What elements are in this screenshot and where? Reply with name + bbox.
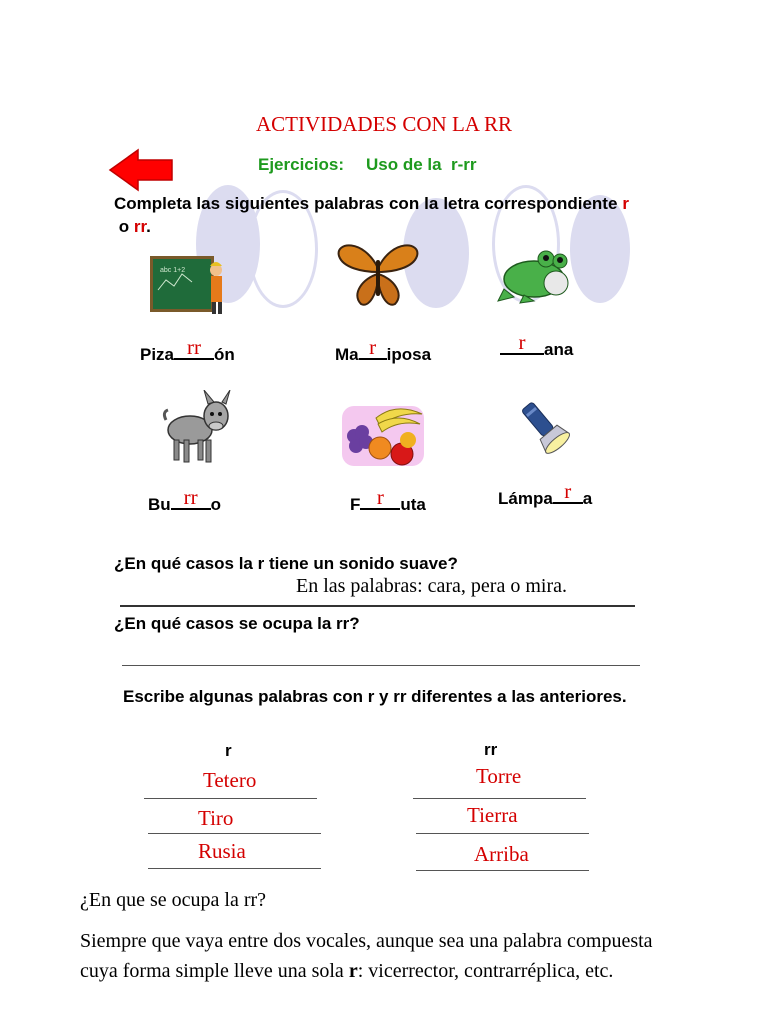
- column-header-rr: rr: [484, 740, 498, 759]
- subtitle-label: Ejercicios:: [258, 155, 344, 174]
- answer-line: [416, 833, 589, 834]
- fruit-icon: [336, 398, 430, 468]
- chalkboard-icon: [148, 250, 232, 318]
- word-item-fruta: F r uta: [350, 485, 426, 514]
- instruction-write-words: Escribe algunas palabras con r y rr diferentes a las anteriores.: [123, 687, 627, 706]
- letter-r: r: [622, 194, 629, 213]
- back-arrow-icon[interactable]: [108, 148, 174, 192]
- word-item-rana: r ana: [500, 339, 573, 360]
- bold-letter-r: r: [348, 960, 358, 982]
- blank-field[interactable]: r: [359, 344, 387, 360]
- flashlight-icon: [510, 395, 574, 457]
- word-item-lampara: Lámpa r a: [498, 479, 593, 508]
- question-soft-r: ¿En qué casos la r tiene un sonido suave?: [114, 554, 458, 573]
- r-word-item: Rusia: [198, 839, 246, 863]
- answer-line: [416, 870, 589, 871]
- column-header-r: r: [225, 741, 232, 760]
- exercise-subtitle: [258, 155, 477, 175]
- rr-word-item: Torre: [476, 764, 522, 788]
- footer-question: ¿En que se ocupa la rr?: [80, 889, 267, 911]
- answer-line: [148, 833, 321, 834]
- answer-line: [120, 605, 635, 607]
- answer-soft-r: En las palabras: cara, pera o mira.: [296, 575, 567, 597]
- frog-icon: [494, 245, 574, 305]
- donkey-icon: [160, 390, 236, 466]
- blank-field[interactable]: r: [360, 494, 400, 510]
- word-item-burro: Bu rr o: [148, 485, 222, 514]
- question-rr-usage: ¿En qué casos se ocupa la rr?: [114, 614, 360, 633]
- footer-explanation: Siempre que vaya entre dos vocales, aunque sea una palabra compuesta cuya forma simple lleve una sola r: vicerrector, contrarréplica, etc.: [80, 930, 653, 982]
- rr-word-item: Tierra: [467, 803, 518, 827]
- answer-rr-usage[interactable]: [130, 640, 530, 662]
- svg-text:abc 1+2: abc 1+2: [160, 267, 186, 274]
- answer-line: [148, 868, 321, 869]
- instruction-text: Completa las siguientes palabras con la letra correspondiente r o rr.: [114, 194, 629, 236]
- butterfly-icon: [333, 238, 423, 310]
- letter-rr: rr: [133, 217, 147, 236]
- subtitle-topic: Uso de la r-rr: [366, 155, 477, 174]
- blank-field[interactable]: r: [500, 339, 544, 355]
- answer-line: [122, 665, 640, 666]
- answer-line: [413, 798, 586, 799]
- blank-field[interactable]: r: [553, 488, 583, 504]
- word-item-pizarron: Piza rr ón: [140, 335, 235, 364]
- blank-field[interactable]: rr: [171, 494, 211, 510]
- r-word-item: Tiro: [198, 806, 234, 830]
- page-title: ACTIVIDADES CON LA RR: [255, 112, 513, 136]
- answer-line: [144, 798, 317, 799]
- word-item-mariposa: Ma r iposa: [335, 335, 432, 364]
- rr-word-item: Arriba: [474, 842, 529, 866]
- r-word-item: Tetero: [203, 768, 257, 792]
- blank-field[interactable]: rr: [174, 344, 214, 360]
